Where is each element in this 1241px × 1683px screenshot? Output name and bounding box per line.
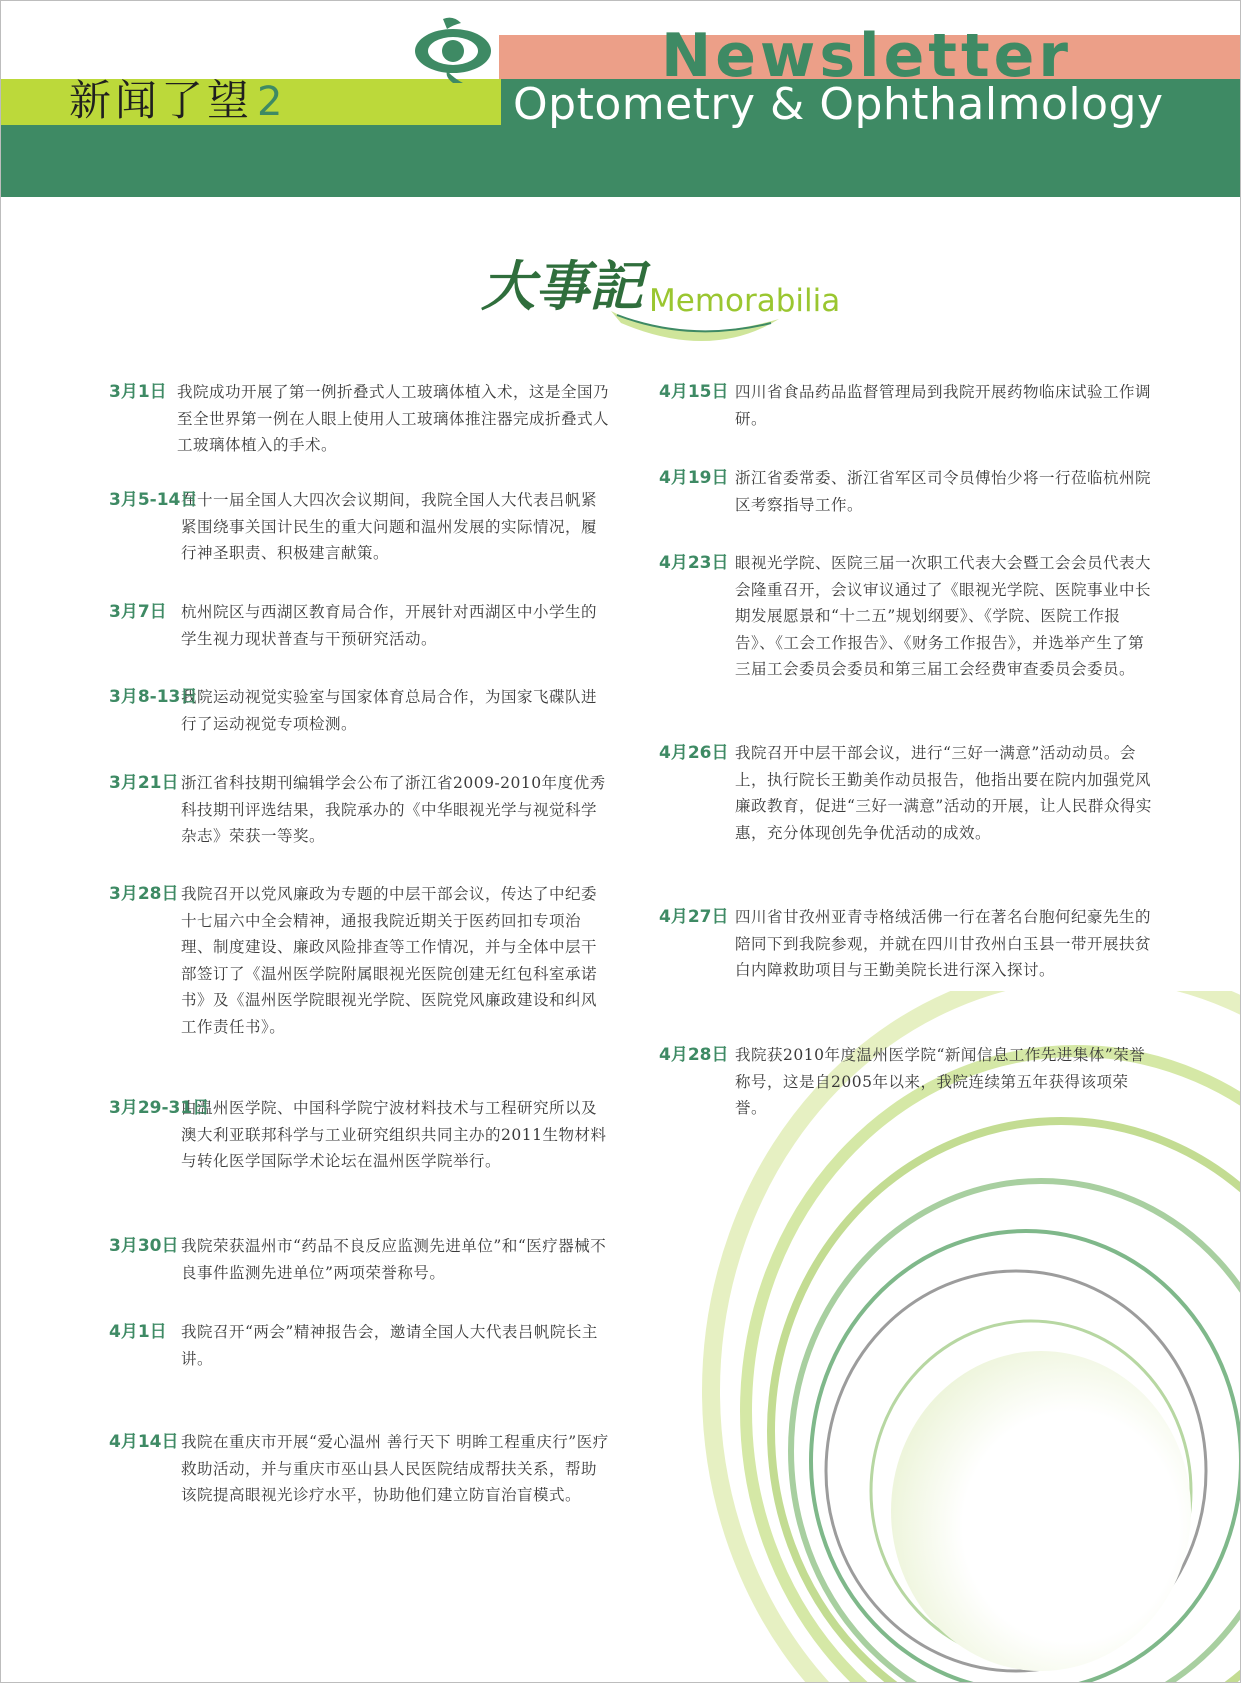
section-title-cn: 大事記 — [481, 254, 643, 318]
event-item — [659, 379, 1159, 465]
event-date: 4月26日 — [659, 743, 729, 763]
event-date: 3月28日 — [109, 884, 179, 904]
event-date: 4月15日 — [659, 382, 729, 402]
event-text: 我院运动视觉实验室与国家体育总局合作，为国家飞碟队进行了运动视觉专项检测。 — [181, 688, 598, 733]
event-text: 我院获2010年度温州医学院“新闻信息工作先进集体”荣誉称号，这是自2005年以来，我院连续第五年获得该项荣誉。 — [735, 1046, 1146, 1117]
events-left-column — [109, 379, 609, 1509]
event-text: 四川省食品药品监督管理局到我院开展药物临床试验工作调研。 — [735, 383, 1152, 428]
header-band-green — [1, 125, 1241, 197]
newsletter-word: Newsletter — [661, 21, 1072, 91]
event-date: 3月30日 — [109, 1236, 179, 1256]
event-text: 四川省甘孜州亚青寺格绒活佛一行在著名台胞何纪豪先生的陪同下到我院参观，并就在四川甘孜州白玉县一带开展扶贫白内障救助项目与王勤美院长进行深入探讨。 — [735, 908, 1152, 979]
event-item — [659, 904, 1159, 1042]
event-text: 我院召开中层干部会议，进行“三好一满意”活动动员。会上，执行院长王勤美作动员报告，他指出要在院内加强党风廉政教育，促进“三好一满意”活动的开展，让人民群众得实惠，充分体现创先争优活动的成效。 — [735, 744, 1152, 842]
event-item — [109, 881, 609, 1095]
event-text: 我院召开以党风廉政为专题的中层干部会议，传达了中纪委十七届六中全会精神，通报我院近期关于医药回扣专项治理、制度建设、廉政风险排查等工作情况，并与全体中层干部签订了《温州医学院附属眼视光医院创建无红包科室承诺书》及《温州医学院眼视光学院、医院党风廉政建设和纠风工作责任书》。 — [181, 885, 598, 1036]
event-text: 在十一届全国人大四次会议期间，我院全国人大代表吕帆紧紧围绕事关国计民生的重大问题和温州发展的实际情况，履行神圣职责、积极建言献策。 — [181, 491, 598, 562]
event-text: 我院召开“两会”精神报告会，邀请全国人大代表吕帆院长主讲。 — [181, 1323, 598, 1368]
event-item — [109, 1319, 609, 1429]
event-date: 3月8-13日 — [109, 687, 198, 707]
event-item — [109, 770, 609, 881]
event-item — [109, 1095, 609, 1233]
event-date: 4月23日 — [659, 553, 729, 573]
event-item — [659, 1042, 1159, 1122]
event-item — [109, 1233, 609, 1319]
event-text: 我院成功开展了第一例折叠式人工玻璃体植入术，这是全国乃至全世界第一例在人眼上使用人工玻璃体推注器完成折叠式人工玻璃体植入的手术。 — [177, 383, 610, 454]
event-date: 4月14日 — [109, 1432, 179, 1452]
event-item — [109, 684, 609, 770]
event-text: 浙江省委常委、浙江省军区司令员傅怡少将一行莅临杭州院区考察指导工作。 — [735, 469, 1152, 514]
event-item — [109, 599, 609, 684]
event-date: 4月1日 — [109, 1322, 167, 1342]
event-item — [109, 1429, 609, 1509]
event-date: 4月28日 — [659, 1045, 729, 1065]
section-title-en: Memorabilia — [649, 283, 841, 319]
subtitle: Optometry & Ophthalmology — [513, 79, 1164, 130]
events-right-column — [659, 379, 1159, 1122]
event-date: 4月19日 — [659, 468, 729, 488]
event-date: 4月27日 — [659, 907, 729, 927]
issue-title — [69, 71, 282, 131]
event-text: 由温州医学院、中国科学院宁波材料技术与工程研究所以及澳大利亚联邦科学与工业研究组织共同主办的2011生物材料与转化医学国际学术论坛在温州医学院举行。 — [181, 1099, 607, 1170]
event-item — [659, 550, 1159, 740]
event-text: 浙江省科技期刊编辑学会公布了浙江省2009-2010年度优秀科技期刊评选结果，我院承办的《中华眼视光学与视觉科学杂志》荣获一等奖。 — [181, 774, 606, 845]
section-heading — [481, 253, 861, 353]
event-item — [659, 740, 1159, 904]
eye-logo-icon — [413, 13, 497, 85]
event-text: 我院荣获温州市“药品不良反应监测先进单位”和“医疗器械不良事件监测先进单位”两项荣誉称号。 — [181, 1237, 607, 1282]
event-item — [109, 487, 609, 599]
event-text: 眼视光学院、医院三届一次职工代表大会暨工会会员代表大会隆重召开，会议审议通过了《眼视光学院、医院事业中长期发展愿景和“十二五”规划纲要》、《学院、医院工作报告》、《工会工作报告》、《财务工作报告》，并选举产生了第三届工会委员会委员和第三届工会经费审查委员会委员。 — [735, 554, 1152, 678]
event-date: 3月7日 — [109, 602, 167, 622]
event-text: 我院在重庆市开展“爱心温州 善行天下 明眸工程重庆行”医疗救助活动，并与重庆市巫山县人民医院结成帮扶关系，帮助该院提高眼视光诊疗水平，协助他们建立防盲治盲模式。 — [181, 1433, 609, 1504]
issue-title-text: 新闻了望 — [69, 76, 254, 125]
event-date: 3月5-14日 — [109, 490, 198, 510]
event-date: 3月21日 — [109, 773, 179, 793]
event-item — [659, 465, 1159, 550]
event-date: 3月29-31日 — [109, 1098, 210, 1118]
event-item — [109, 379, 609, 487]
event-date: 3月1日 — [109, 382, 167, 402]
event-text: 杭州院区与西湖区教育局合作，开展针对西湖区中小学生的学生视力现状普查与干预研究活动。 — [181, 603, 598, 648]
issue-number: 2 — [257, 79, 283, 125]
